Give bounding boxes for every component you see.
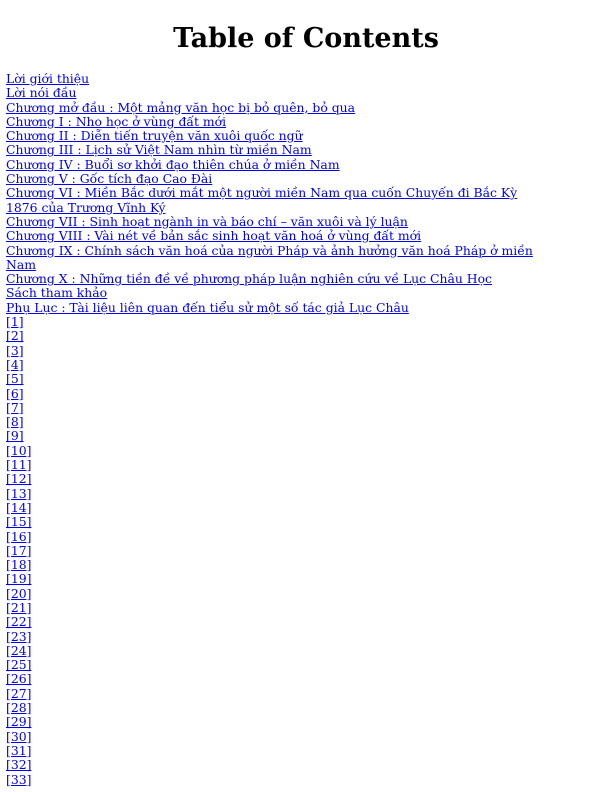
toc-item: [6, 101, 546, 115]
footnote-link[interactable]: [33]: [6, 771, 32, 787]
footnote-item: [6, 572, 546, 586]
footnote-item: [6, 472, 546, 486]
footnote-item: [6, 758, 546, 772]
footnote-link[interactable]: [17]: [6, 542, 32, 558]
footnote-item: [6, 387, 546, 401]
toc-item: [6, 301, 546, 315]
footnote-item: [6, 530, 546, 544]
footnote-link[interactable]: [19]: [6, 571, 32, 587]
toc-item: [6, 129, 546, 143]
footnote-item: [6, 744, 546, 758]
toc-link-sach-tham-khao[interactable]: Sách tham khảo: [6, 285, 108, 301]
footnote-link[interactable]: [11]: [6, 457, 32, 473]
footnote-link[interactable]: [18]: [6, 557, 32, 573]
footnote-link[interactable]: [9]: [6, 428, 24, 444]
footnote-item: [6, 658, 546, 672]
footnote-link[interactable]: [6]: [6, 385, 24, 401]
footnote-link[interactable]: [31]: [6, 742, 32, 758]
footnote-item: [6, 429, 546, 443]
toc-link-loi-noi-dau[interactable]: Lời nói đầu: [6, 85, 77, 101]
footnote-item: [6, 358, 546, 372]
toc-link-chuong-10[interactable]: Chương X : Những tiền đề về phương pháp luận nghiên cứu về Lục Châu Học: [6, 271, 492, 287]
toc-item: [6, 72, 546, 86]
toc-item: [6, 286, 546, 300]
footnote-link[interactable]: [5]: [6, 371, 24, 387]
footnote-link[interactable]: [26]: [6, 671, 32, 687]
toc-link-chuong-8[interactable]: Chương VIII : Vài nét về bản sắc sinh hoạt văn hoá ở vùng đất mới: [6, 228, 422, 244]
toc-link-phu-luc[interactable]: Phụ Lục : Tài liệu liên quan đến tiểu sử một số tác giả Lục Châu: [6, 299, 409, 315]
footnote-link[interactable]: [12]: [6, 471, 32, 487]
toc-link-chuong-4[interactable]: Chương IV : Buổi sơ khởi đạo thiên chúa ở miền Nam: [6, 156, 340, 172]
toc-link-chuong-9[interactable]: Chương IX : Chính sách văn hoá của người Pháp và ảnh hưởng văn hoá Pháp ở miền Nam: [6, 242, 533, 272]
footnote-item: [6, 715, 546, 729]
footnote-link[interactable]: [13]: [6, 485, 32, 501]
footnote-link[interactable]: [14]: [6, 499, 32, 515]
toc-item: [6, 244, 546, 273]
toc-link-chuong-6[interactable]: Chương VI : Miền Bắc dưới mắt một người miền Nam qua cuốn Chuyến đi Bắc Kỳ 1876 của Trương Vĩnh Ký: [6, 185, 518, 215]
footnote-link[interactable]: [30]: [6, 728, 32, 744]
footnote-link[interactable]: [3]: [6, 342, 24, 358]
footnote-item: [6, 687, 546, 701]
footnote-link[interactable]: [24]: [6, 642, 32, 658]
footnote-item: [6, 344, 546, 358]
toc-item: [6, 158, 546, 172]
toc-list: [6, 72, 546, 787]
toc-link-chuong-1[interactable]: Chương I : Nho học ở vùng đất mới: [6, 113, 227, 129]
footnote-link[interactable]: [2]: [6, 328, 24, 344]
footnote-item: [6, 730, 546, 744]
footnote-link[interactable]: [21]: [6, 599, 32, 615]
footnote-link[interactable]: [8]: [6, 414, 24, 430]
footnote-item: [6, 487, 546, 501]
page-title: Table of Contents: [173, 23, 439, 54]
footnote-item: [6, 587, 546, 601]
footnote-item: [6, 644, 546, 658]
footnote-link[interactable]: [22]: [6, 614, 32, 630]
footnote-item: [6, 544, 546, 558]
footnote-item: [6, 515, 546, 529]
footnote-item: [6, 444, 546, 458]
footnote-item: [6, 773, 546, 787]
toc-link-chuong-3[interactable]: Chương III : Lịch sử Việt Nam nhìn từ miền Nam: [6, 142, 312, 158]
footnote-link[interactable]: [32]: [6, 757, 32, 773]
footnote-item: [6, 329, 546, 343]
toc-item: [6, 86, 546, 100]
footnote-item: [6, 672, 546, 686]
footnote-link[interactable]: [23]: [6, 628, 32, 644]
toc-link-chuong-2[interactable]: Chương II : Diễn tiến truyện văn xuôi quốc ngữ: [6, 128, 303, 144]
footnote-link[interactable]: [7]: [6, 399, 24, 415]
footnote-item: [6, 315, 546, 329]
footnote-link[interactable]: [20]: [6, 585, 32, 601]
footnote-item: [6, 501, 546, 515]
footnote-item: [6, 401, 546, 415]
footnote-link[interactable]: [25]: [6, 657, 32, 673]
footnote-link[interactable]: [29]: [6, 714, 32, 730]
footnote-link[interactable]: [27]: [6, 685, 32, 701]
toc-item: [6, 143, 546, 157]
footnote-item: [6, 558, 546, 572]
footnote-link[interactable]: [4]: [6, 356, 24, 372]
toc-item: [6, 186, 546, 215]
toc-item: [6, 229, 546, 243]
footnote-link[interactable]: [1]: [6, 314, 24, 330]
footnote-item: [6, 601, 546, 615]
toc-item: [6, 115, 546, 129]
footnote-item: [6, 630, 546, 644]
toc-item: [6, 172, 546, 186]
footnote-item: [6, 458, 546, 472]
footnote-item: [6, 701, 546, 715]
footnote-link[interactable]: [10]: [6, 442, 32, 458]
footnote-item: [6, 615, 546, 629]
footnote-link[interactable]: [15]: [6, 514, 32, 530]
toc-link-chuong-5[interactable]: Chương V : Gốc tích đạo Cao Đài: [6, 171, 213, 187]
footnote-item: [6, 372, 546, 386]
toc-item: [6, 215, 546, 229]
toc-link-loi-gioi-thieu[interactable]: Lời giới thiệu: [6, 71, 90, 86]
toc-item: [6, 272, 546, 286]
footnote-link[interactable]: [16]: [6, 528, 32, 544]
toc-link-chuong-7[interactable]: Chương VII : Sinh hoạt ngành in và báo chí – văn xuôi và lý luận: [6, 213, 408, 229]
footnote-link[interactable]: [28]: [6, 700, 32, 716]
footnote-item: [6, 415, 546, 429]
toc-link-chuong-mo-dau[interactable]: Chương mở đầu : Một mảng văn học bị bỏ quên, bỏ qua: [6, 99, 356, 115]
